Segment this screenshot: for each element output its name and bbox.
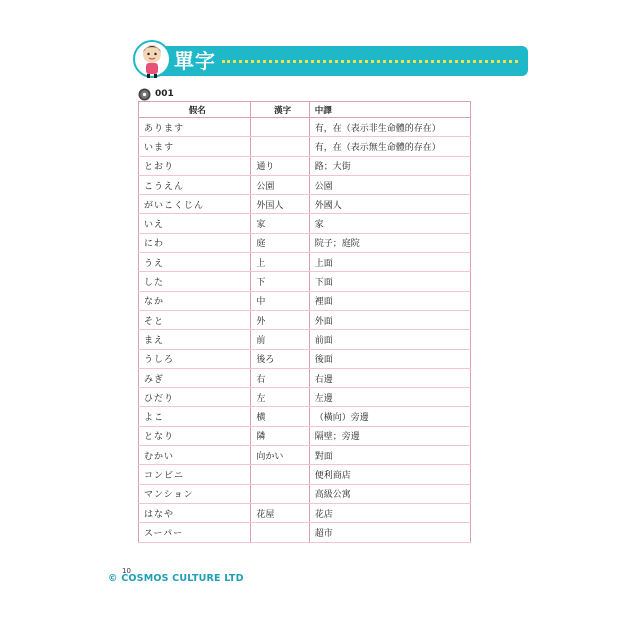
chinese-cell: 對面 (309, 446, 470, 465)
table-row (139, 272, 471, 291)
kanji-cell: 外 (251, 310, 309, 329)
kanji-cell: 上 (251, 253, 309, 272)
kanji-cell (251, 137, 309, 156)
kanji-cell: 後ろ (251, 349, 309, 368)
kana-cell: がいこくじん (139, 195, 251, 214)
kanji-cell: 横 (251, 407, 309, 426)
kanji-cell (251, 118, 309, 137)
chinese-cell: 高級公寓 (309, 484, 470, 503)
kanji-cell: 公園 (251, 175, 309, 194)
kana-cell: なか (139, 291, 251, 310)
mascot-icon (133, 38, 171, 80)
kanji-cell: 通り (251, 156, 309, 175)
section-title: 單字 (174, 49, 216, 73)
kana-cell: そと (139, 310, 251, 329)
chinese-cell: （橫向）旁邊 (309, 407, 470, 426)
chinese-cell: 外面 (309, 310, 470, 329)
kana-cell: スーパー (139, 523, 251, 542)
kana-cell: となり (139, 426, 251, 445)
kanji-cell: 外国人 (251, 195, 309, 214)
table-header-row (139, 102, 471, 118)
chinese-cell: 後面 (309, 349, 470, 368)
kana-cell: した (139, 272, 251, 291)
kana-cell: コンビニ (139, 465, 251, 484)
kana-cell: こうえん (139, 175, 251, 194)
header-kana: 假名 (139, 102, 251, 118)
kanji-cell: 下 (251, 272, 309, 291)
table-row (139, 310, 471, 329)
table-row (139, 214, 471, 233)
copyright-text: © COSMOS CULTURE LTD (108, 573, 244, 584)
page-number: 10 (122, 567, 131, 575)
table-row (139, 330, 471, 349)
kana-cell: よこ (139, 407, 251, 426)
chinese-cell: 外國人 (309, 195, 470, 214)
kana-cell: うしろ (139, 349, 251, 368)
kanji-cell (251, 523, 309, 542)
kanji-cell: 家 (251, 214, 309, 233)
table-row (139, 503, 471, 522)
table-row (139, 426, 471, 445)
table-row (139, 484, 471, 503)
header-kanji: 漢字 (251, 102, 309, 118)
chinese-cell: 前面 (309, 330, 470, 349)
kana-cell: ひだり (139, 388, 251, 407)
table-row (139, 407, 471, 426)
chinese-cell: 下面 (309, 272, 470, 291)
chinese-cell: 上面 (309, 253, 470, 272)
chinese-cell: 公園 (309, 175, 470, 194)
chinese-cell: 超市 (309, 523, 470, 542)
kanji-cell: 庭 (251, 233, 309, 252)
kana-cell: あります (139, 118, 251, 137)
kanji-cell: 花屋 (251, 503, 309, 522)
chinese-cell: 隔壁；旁邊 (309, 426, 470, 445)
kana-cell: まえ (139, 330, 251, 349)
kana-cell: マンション (139, 484, 251, 503)
track-number: 001 (155, 89, 174, 99)
table-row (139, 253, 471, 272)
chinese-cell: 便利商店 (309, 465, 470, 484)
table-row (139, 137, 471, 156)
kanji-cell: 向かい (251, 446, 309, 465)
chinese-cell: 院子；庭院 (309, 233, 470, 252)
chinese-cell: 路；大街 (309, 156, 470, 175)
kana-cell: うえ (139, 253, 251, 272)
kana-cell: むかい (139, 446, 251, 465)
table-row (139, 465, 471, 484)
kanji-cell (251, 484, 309, 503)
banner-dotted-line (222, 60, 518, 63)
kanji-cell: 中 (251, 291, 309, 310)
kanji-cell: 右 (251, 368, 309, 387)
chinese-cell: 有，在（表示無生命體的存在） (309, 137, 470, 156)
table-row (139, 388, 471, 407)
cd-icon (138, 88, 151, 101)
header-chinese: 中譯 (309, 102, 470, 118)
table-row (139, 233, 471, 252)
table-row (139, 349, 471, 368)
kanji-cell (251, 465, 309, 484)
table-row (139, 118, 471, 137)
chinese-cell: 有，在（表示非生命體的存在） (309, 118, 470, 137)
kana-cell: にわ (139, 233, 251, 252)
table-row (139, 446, 471, 465)
kana-cell: はなや (139, 503, 251, 522)
table-row (139, 195, 471, 214)
kana-cell: いえ (139, 214, 251, 233)
kana-cell: います (139, 137, 251, 156)
chinese-cell: 右邊 (309, 368, 470, 387)
table-row (139, 368, 471, 387)
chinese-cell: 左邊 (309, 388, 470, 407)
table-row (139, 523, 471, 542)
chinese-cell: 裡面 (309, 291, 470, 310)
chinese-cell: 花店 (309, 503, 470, 522)
chinese-cell: 家 (309, 214, 470, 233)
table-row (139, 156, 471, 175)
kana-cell: みぎ (139, 368, 251, 387)
kanji-cell: 隣 (251, 426, 309, 445)
kana-cell: とおり (139, 156, 251, 175)
vocabulary-table (138, 101, 471, 543)
table-row (139, 291, 471, 310)
table-row (139, 175, 471, 194)
kanji-cell: 左 (251, 388, 309, 407)
kanji-cell: 前 (251, 330, 309, 349)
